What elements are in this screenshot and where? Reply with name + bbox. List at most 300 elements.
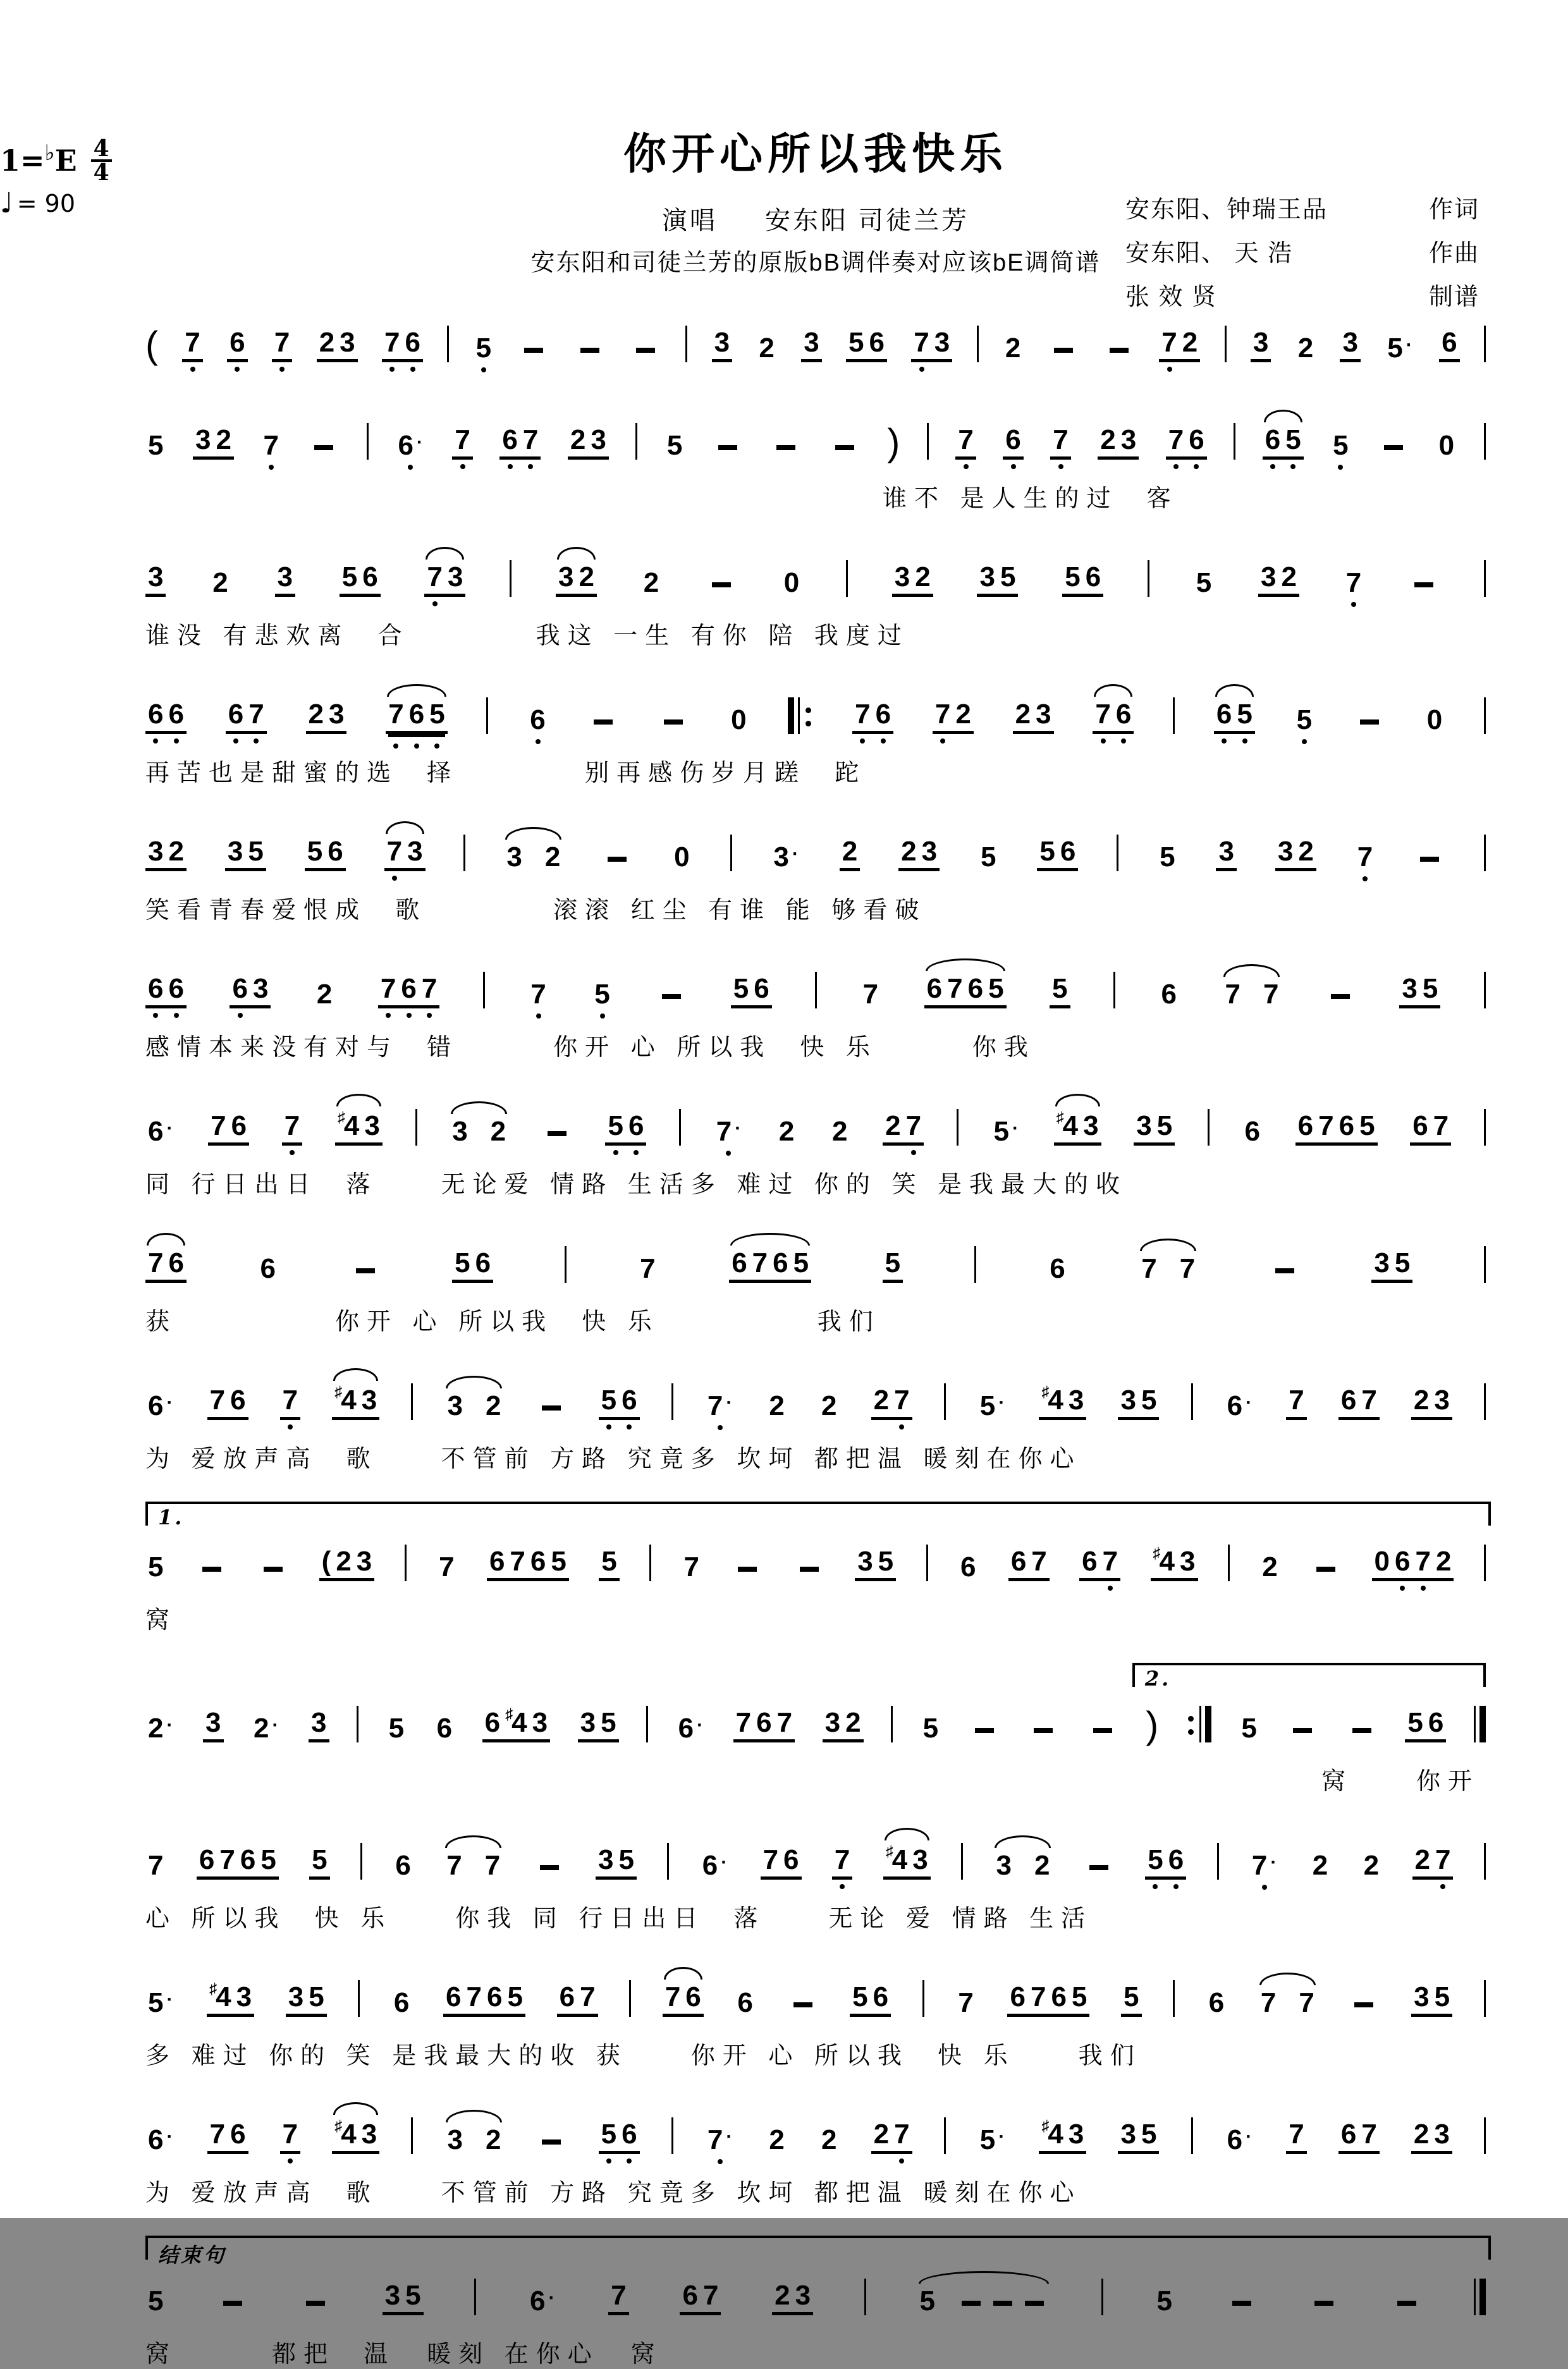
barline [685, 326, 687, 362]
note-group [145, 1553, 166, 1581]
slur-group [332, 2119, 379, 2154]
note: 3 [1120, 1385, 1136, 1416]
note: 7 [852, 701, 873, 728]
note: 3 [1342, 327, 1358, 358]
augmentation-dot: · [792, 843, 799, 864]
augmentation-dot: · [726, 1392, 733, 1413]
note: 2 [1015, 699, 1031, 730]
note: 5 [1124, 1981, 1139, 2012]
note: 7 [246, 701, 266, 728]
note: 7 [1225, 979, 1240, 1010]
barline [1117, 835, 1118, 871]
beam-group [378, 975, 439, 1008]
note: 6 [1297, 1110, 1314, 1141]
tempo-value: = 90 [16, 189, 76, 217]
note-group [527, 706, 548, 734]
note: ♯4 [334, 2117, 357, 2150]
beam-group [1338, 2121, 1380, 2154]
music-system [145, 1502, 1486, 1635]
note: 3 [1068, 1385, 1084, 1416]
barline-thick [1479, 1706, 1486, 1742]
note: 5 [260, 1844, 276, 1875]
note-group [474, 334, 494, 362]
beam-group [208, 1112, 249, 1146]
barline [1225, 326, 1227, 362]
beam-group [182, 329, 202, 362]
beam-group [319, 1548, 375, 1581]
lyricist-role: 作词 [1428, 197, 1479, 223]
beam-group [712, 329, 732, 362]
beam-group [578, 1709, 619, 1742]
dash [356, 1268, 375, 1273]
lyrics-line: 感情本来没有对与 错 你开 心 所以我 快 乐 你我 [145, 1034, 1036, 1061]
barline [1484, 2117, 1486, 2154]
music-system [145, 1824, 1486, 1933]
note-group [314, 981, 334, 1008]
lyrics-line: 为 爱放声高 歌 不管前 方路 究竟多 坎坷 都把温 暖刻在你心 [145, 2180, 1082, 2207]
barline [944, 1383, 946, 1420]
barline [1484, 697, 1486, 734]
note: 6 [484, 1707, 501, 1738]
beam-group [1338, 1387, 1380, 1420]
note: 0 [731, 704, 747, 735]
note-group [819, 2126, 839, 2154]
beam-group [340, 563, 381, 597]
dash [1420, 857, 1439, 862]
barline [483, 972, 485, 1008]
note-group [393, 1852, 413, 1880]
barline [415, 1109, 417, 1146]
beam-group [197, 1846, 279, 1880]
barline [474, 2279, 476, 2315]
barline-thin [1148, 560, 1149, 597]
note: 6 [926, 973, 943, 1004]
slur-group [1258, 1989, 1317, 2017]
slur-group [924, 975, 1007, 1008]
note-group [1159, 981, 1179, 1008]
note: 7 [580, 1981, 596, 2012]
note: 5 [1330, 432, 1351, 460]
note: 6 [231, 1110, 247, 1141]
barline-thin [944, 1383, 946, 1420]
beam-group [145, 701, 187, 734]
dash [718, 445, 737, 450]
note: 7 [763, 1844, 779, 1875]
note-group [861, 981, 881, 1008]
note: 7 [209, 1385, 226, 1416]
note: 3 [912, 1844, 928, 1875]
note-group [1361, 1852, 1381, 1880]
note: 6 [1010, 1981, 1026, 2012]
note-group [766, 2126, 787, 2154]
note: 6 [873, 701, 893, 728]
dash [202, 1567, 221, 1572]
barline-thin [405, 1545, 407, 1581]
note: ♯4 [1056, 1109, 1079, 1141]
note: 7 [1413, 1548, 1433, 1576]
note: 7 [911, 329, 931, 357]
beam-group [207, 1981, 254, 2017]
note: 3 · [773, 842, 799, 872]
note: 3 [236, 1981, 252, 2012]
note: 7 [958, 1987, 974, 2018]
note-group [728, 706, 749, 734]
beam-group [230, 975, 271, 1008]
dot [1188, 1729, 1194, 1735]
sharp-icon: ♯ [885, 1843, 893, 1860]
note-group [958, 1553, 978, 1581]
music-system [145, 816, 1486, 925]
note: 6 [227, 329, 247, 357]
note-group [1003, 334, 1023, 362]
note: 5 [1160, 842, 1175, 872]
note-group [1194, 569, 1214, 597]
note: 5 [618, 1844, 634, 1875]
note: 7 [955, 426, 976, 454]
notes-line [145, 953, 1486, 1022]
augmentation-dot: · [697, 1715, 704, 1735]
slur-group [444, 1852, 503, 1880]
beam-group [1275, 838, 1316, 871]
slur-group [332, 1385, 379, 1420]
note-group [592, 981, 612, 1008]
note: 7 [424, 563, 444, 591]
beam-group [599, 2121, 640, 2154]
parenthesis: ( [145, 324, 158, 366]
slur-group [145, 1249, 187, 1283]
beam-group [1062, 563, 1103, 597]
note: 5 [601, 1707, 616, 1738]
note: 3 [506, 842, 522, 872]
barline [463, 835, 465, 871]
note-group [977, 1392, 1007, 1420]
barline-thin [649, 1545, 651, 1581]
note: 7 [382, 329, 402, 357]
note-group [434, 1715, 455, 1742]
beam-group [1411, 2121, 1452, 2154]
note-group [1154, 2287, 1174, 2315]
notes-line [145, 1526, 1486, 1595]
note-group [1385, 334, 1414, 362]
note: 3 [1120, 424, 1137, 455]
barline-thin [357, 1706, 358, 1742]
dash [1360, 719, 1379, 725]
slur-group [1214, 701, 1255, 734]
barline-thin [957, 1109, 959, 1146]
note: 6 [869, 327, 885, 358]
dash [580, 348, 599, 353]
barline-thin [360, 1843, 362, 1880]
beam-group [1118, 1387, 1159, 1420]
note: 3 [361, 2119, 377, 2150]
note: 2 [168, 836, 184, 867]
barline-thin [1228, 1545, 1230, 1581]
note: 3 [277, 561, 293, 592]
music-system [145, 404, 1486, 513]
note: 5 [1145, 1846, 1165, 1874]
barline-thin [891, 1706, 893, 1742]
repeat-dots [1188, 1716, 1194, 1735]
dash [636, 348, 655, 353]
augmentation-dot: · [1246, 2126, 1253, 2147]
note: 7 [260, 432, 281, 460]
augmentation-dot: · [1406, 334, 1412, 355]
barline-thin [367, 423, 369, 460]
sharp-icon: ♯ [209, 1980, 217, 1997]
notes-line [145, 404, 1486, 474]
augmentation-dot: · [272, 1715, 279, 1735]
augmentation-dot: · [735, 1118, 742, 1139]
note: 5 [1283, 426, 1303, 454]
barline-thin [1234, 423, 1235, 460]
note-group [921, 1715, 941, 1742]
note: 3 [921, 836, 938, 867]
note: 7 [419, 975, 439, 1003]
barline [411, 2117, 413, 2154]
note: 6 [1051, 1981, 1067, 2012]
barline-thin [926, 1545, 928, 1581]
note: 3 [1402, 973, 1418, 1004]
sharp-icon: ♯ [334, 1383, 343, 1400]
note: 2 [842, 836, 858, 867]
dash [1293, 1728, 1312, 1733]
note: 2 · [254, 1713, 279, 1744]
note: 7 [1159, 329, 1179, 357]
note: 5 [148, 430, 164, 461]
music-system [145, 678, 1486, 788]
barline-thin [1191, 2117, 1193, 2154]
note-group [1259, 1553, 1280, 1581]
lyrics-line: 笑看青春爱恨成 歌 滚滚 红尘 有谁 能 够看破 [145, 897, 927, 924]
note: 6 [619, 2121, 639, 2148]
beam-group [1286, 2121, 1306, 2154]
barline [1474, 1706, 1486, 1742]
beam-group [1405, 1709, 1446, 1742]
dash [975, 1728, 994, 1733]
barline-thin [1484, 972, 1486, 1008]
slur-group [335, 1110, 383, 1146]
note: 6 [393, 1987, 410, 2018]
note: 7 [520, 426, 541, 454]
note: 6 [685, 1981, 701, 2012]
note: 7 [1030, 1981, 1046, 2012]
performer-names: 安东阳 司徒兰芳 [765, 207, 970, 235]
beam-group [1411, 1983, 1452, 2017]
barline [1484, 1109, 1486, 1146]
note: 6 [1166, 1846, 1186, 1874]
note: 6 · [148, 2124, 173, 2155]
barline [1484, 1383, 1486, 1420]
barline-thin [646, 1706, 648, 1742]
note: 5 · [148, 1987, 173, 2018]
note: 7 [1260, 1987, 1277, 2018]
sharp-icon: ♯ [1041, 2117, 1050, 2134]
beam-group [452, 1249, 493, 1283]
slur-group [993, 1852, 1052, 1880]
note: 6 · [678, 1713, 704, 1744]
note: 7 [211, 1110, 226, 1141]
bracket-label: 2. [1144, 1667, 1172, 1691]
dash [1054, 348, 1073, 353]
beam-group [207, 2121, 248, 2154]
augmentation-dot: · [166, 1989, 173, 2010]
beam-group [1411, 1387, 1452, 1420]
music-system [145, 1663, 1486, 1796]
note: 3 [979, 561, 995, 592]
note: 5 [455, 1247, 470, 1278]
beam-group [272, 329, 292, 362]
note: 7 [611, 2280, 627, 2311]
notes-line [145, 2098, 1486, 2168]
note: 5 [1294, 706, 1314, 734]
note-group [641, 569, 661, 597]
note: 5 [1241, 1713, 1257, 1744]
meter-denominator: 4 [93, 159, 109, 187]
accompaniment-note: 安东阳和司徒兰芳的原版bB调伴奏对应该bE调简谱 [530, 250, 1101, 276]
note: 7 [1166, 426, 1186, 454]
dash [306, 2301, 325, 2306]
barline [646, 1706, 648, 1742]
barline [1148, 560, 1149, 597]
note: 6 [619, 1387, 639, 1414]
beam-group [1258, 563, 1299, 597]
note: 6 [783, 1844, 799, 1875]
note: 2 [1100, 424, 1116, 455]
beam-group [892, 563, 933, 597]
note: 7 [1344, 569, 1364, 597]
barline [1191, 1383, 1193, 1420]
beam-group [1121, 1983, 1141, 2017]
note: 3 [227, 836, 243, 867]
dash [1316, 1567, 1335, 1572]
slur-group [556, 563, 597, 597]
beam-group [193, 426, 234, 460]
dash [1354, 2002, 1373, 2007]
note: 2 [1312, 1850, 1328, 1881]
note: 7 [452, 426, 472, 454]
barline [1173, 1980, 1175, 2017]
barline [447, 326, 449, 362]
note: 5 [507, 1981, 523, 2012]
barline [649, 1545, 651, 1581]
note: 7 [1031, 1546, 1047, 1577]
beam-group [317, 329, 358, 362]
barline [1484, 1246, 1486, 1283]
barline-thin [411, 2117, 413, 2154]
note: 6 [737, 1987, 753, 2018]
dash [1025, 2301, 1044, 2306]
augmentation-dot: · [416, 432, 423, 453]
note: 2 [485, 1390, 501, 1421]
performer-label: 演唱 [661, 207, 718, 235]
slur-group [917, 2287, 1050, 2315]
beam-group [1410, 1112, 1451, 1146]
note: ♯4 [337, 1109, 360, 1141]
barline-thin [798, 697, 800, 734]
augmentation-dot: · [166, 1715, 173, 1735]
note-group [714, 1118, 744, 1146]
note: 5 [605, 1112, 625, 1140]
note: 2 [769, 1390, 785, 1421]
note: 6 [226, 701, 246, 728]
note: 7 [209, 2119, 226, 2150]
note: 3 [1120, 2119, 1136, 2150]
note: 2 [769, 2124, 785, 2155]
music-system [145, 1090, 1486, 1199]
note: 7 [1355, 843, 1375, 871]
note: 5 [1196, 567, 1212, 598]
repeat-dots [805, 707, 811, 726]
note: 6 [754, 973, 769, 1004]
barline-thin [1117, 835, 1118, 871]
beam-group [1439, 329, 1459, 362]
key-tempo-block [0, 135, 112, 220]
lyrics-line: 心 所以我 快 乐 你我 同 行日出日 落 无论 爱 情路 生活 [145, 1906, 1093, 1932]
barline-thin [922, 1980, 924, 2017]
note: 5 [922, 1713, 939, 1744]
note: 5 [980, 842, 996, 872]
dash [1232, 2301, 1251, 2306]
note: 3 [1083, 1110, 1099, 1141]
note: 6 [773, 1247, 788, 1278]
beam-group [599, 1387, 640, 1420]
note-group [705, 2126, 735, 2154]
note: 6 [1161, 979, 1177, 1010]
note-group [527, 2287, 557, 2315]
tempo-marking [0, 187, 112, 219]
barline-thin [667, 1843, 669, 1880]
note: 5 [1052, 973, 1068, 1004]
note: 5 · [993, 1116, 1019, 1147]
note-group [1344, 569, 1364, 597]
notes-line [145, 1961, 1486, 2031]
barline [1474, 2279, 1486, 2315]
barline-thick [1205, 1706, 1211, 1742]
note: 7 [282, 1112, 302, 1140]
note: 2 [1182, 327, 1198, 358]
score [145, 307, 1486, 2369]
note: 7 · [705, 1392, 735, 1420]
note: 7 [439, 1552, 455, 1582]
note: 5 [307, 836, 323, 867]
beam-group [852, 701, 893, 734]
barline [629, 1980, 631, 2017]
barline-thin [447, 326, 449, 362]
note-group [700, 1852, 730, 1880]
barline-thin [1484, 1545, 1486, 1581]
slur-group [729, 1249, 811, 1283]
note-group [766, 1392, 787, 1420]
beam-group [305, 838, 346, 871]
note: 3 [714, 327, 730, 358]
barline [1173, 697, 1175, 734]
note: 2 [1413, 1385, 1430, 1416]
note: 6 [1113, 701, 1134, 728]
barline [411, 1383, 413, 1420]
note: 5 · [979, 1390, 1005, 1421]
note: 3 [1277, 836, 1294, 867]
credits-block [1125, 190, 1479, 321]
note: 0 [1438, 430, 1455, 461]
note: 6 [145, 975, 166, 1003]
parenthesis: ) [887, 421, 900, 463]
barline-thin [1208, 1109, 1210, 1146]
note: 6 · [530, 2286, 555, 2317]
dash [962, 2301, 981, 2306]
beam-group [599, 1548, 619, 1581]
note-group [1047, 1255, 1067, 1283]
barline-thin [463, 835, 465, 871]
